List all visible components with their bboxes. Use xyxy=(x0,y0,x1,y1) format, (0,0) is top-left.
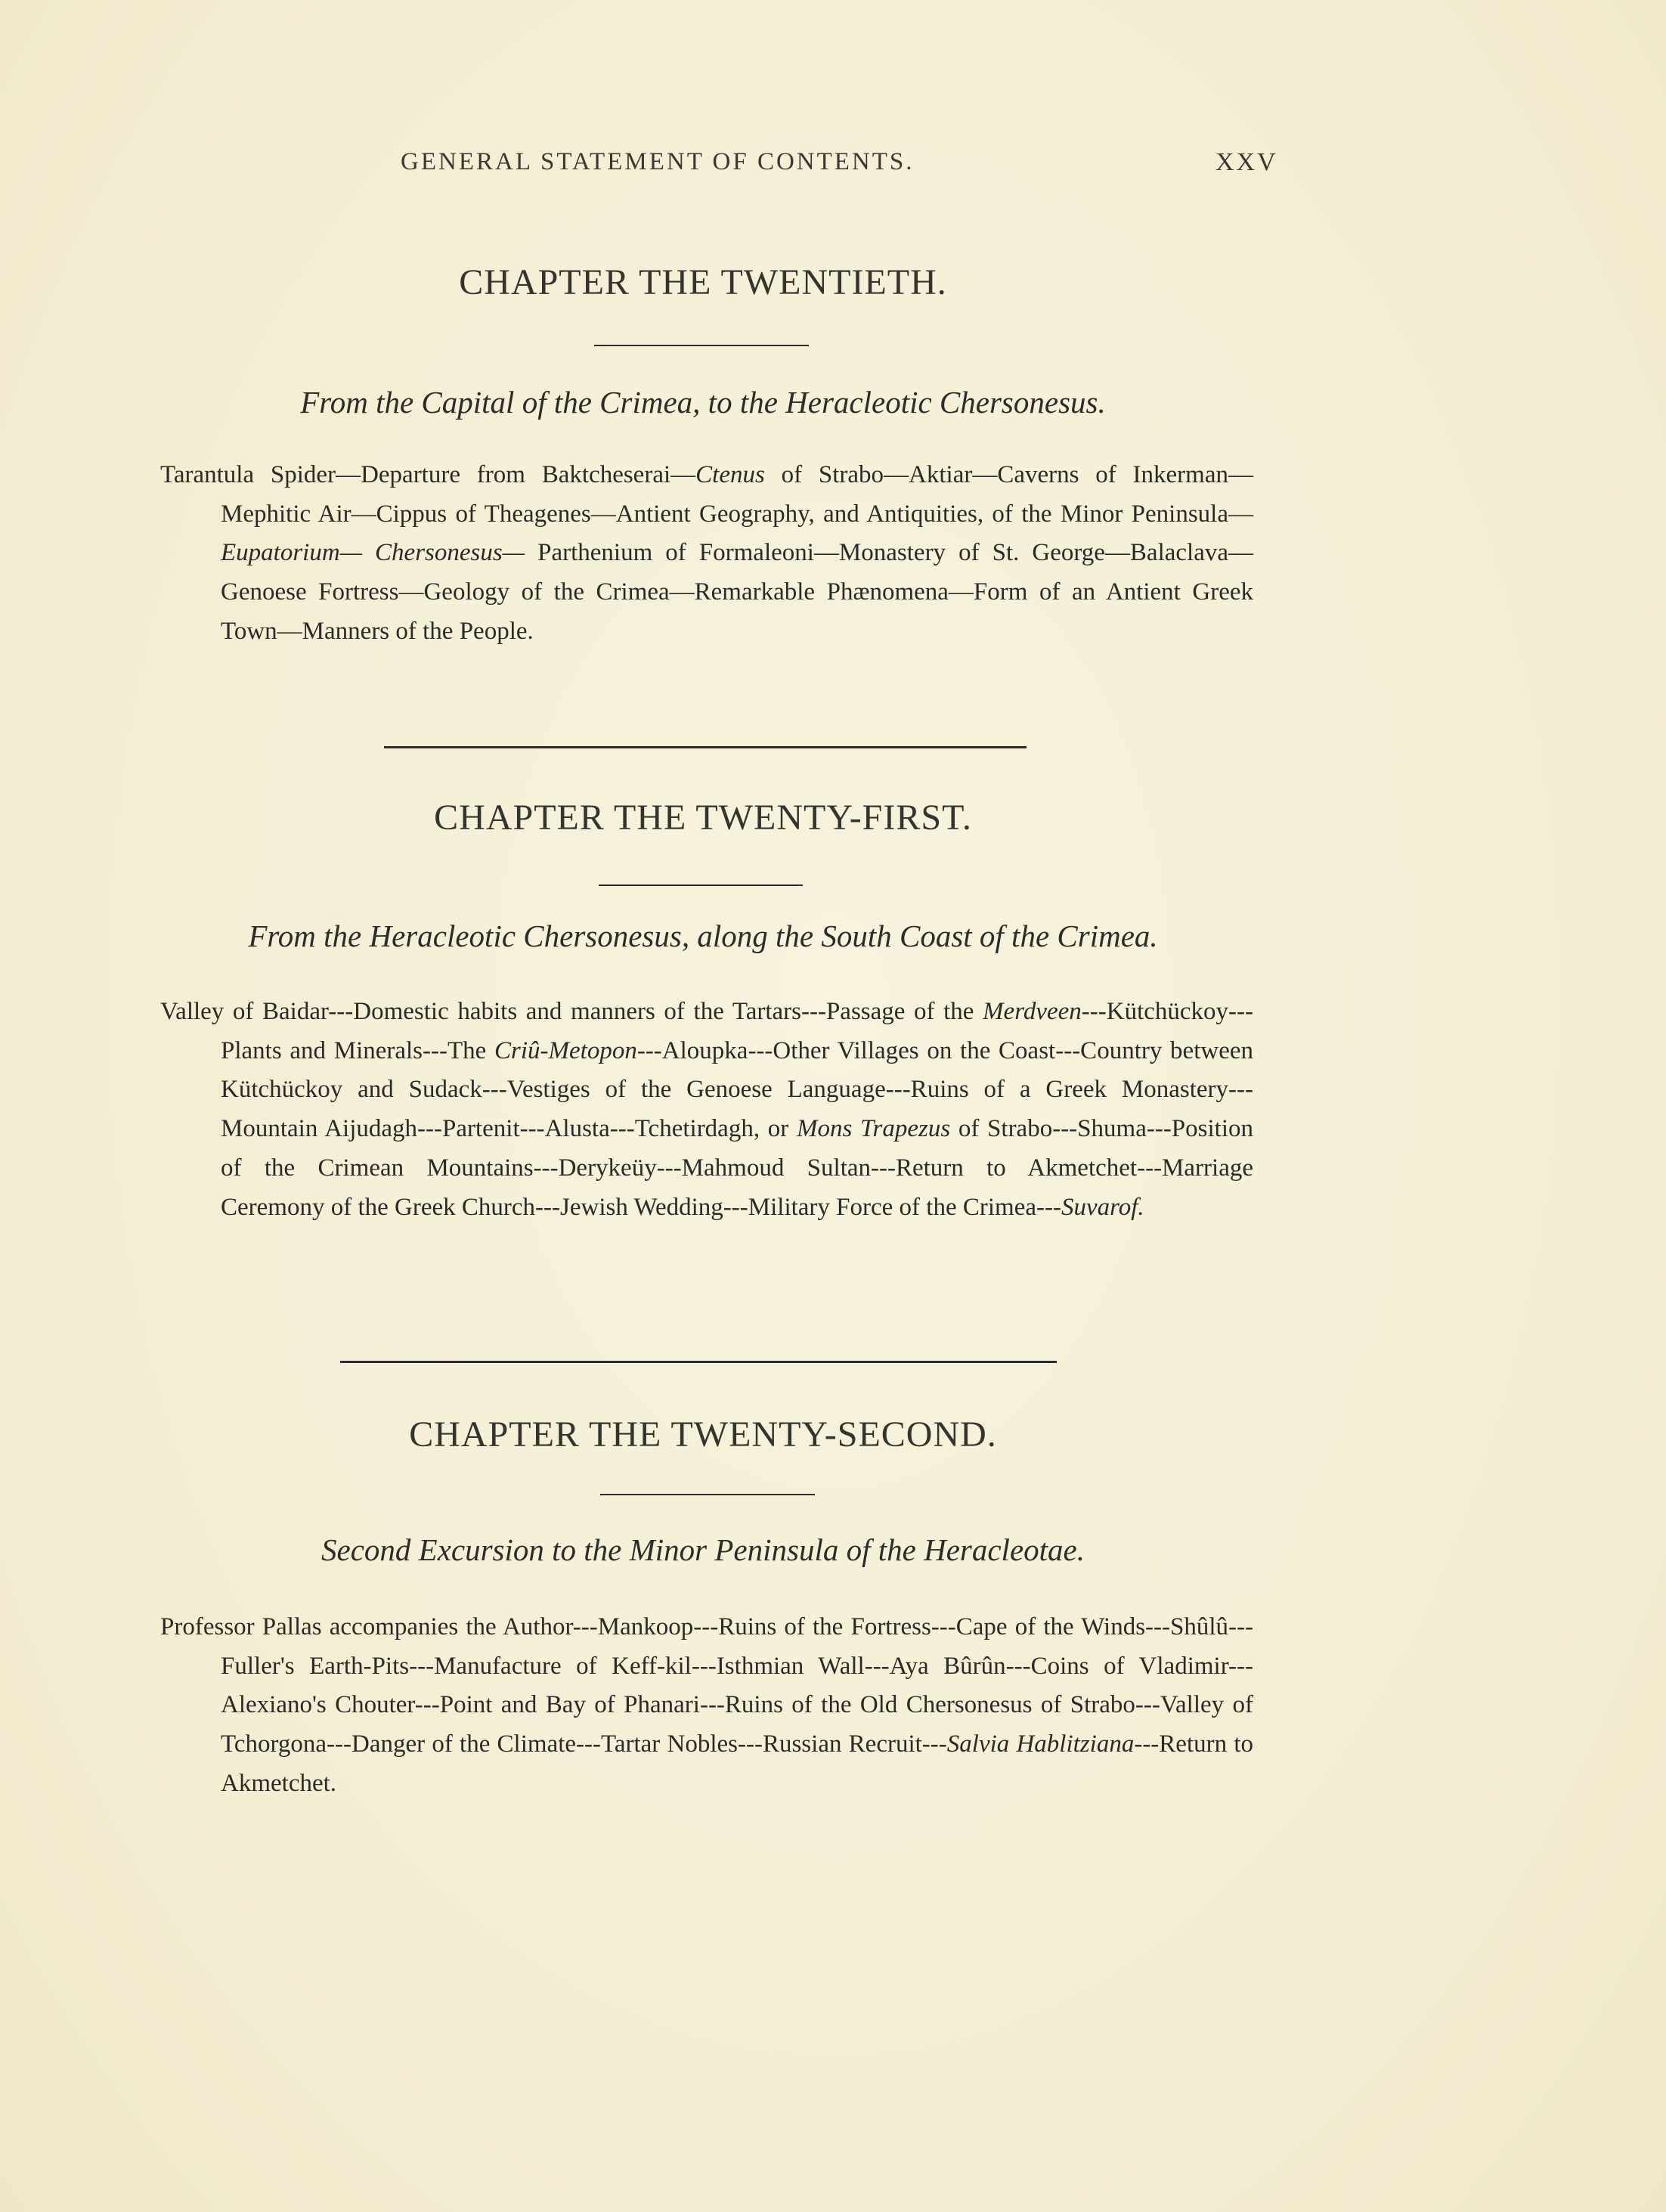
summary-text-run: Merdveen xyxy=(983,998,1082,1025)
page-number: XXV xyxy=(1215,148,1278,176)
running-title: GENERAL STATEMENT OF CONTENTS. xyxy=(401,148,915,175)
chapter-title-20: CHAPTER THE TWENTIETH. xyxy=(459,262,947,302)
chapter-summary-22 xyxy=(160,1608,1253,1804)
chapter-summary-21 xyxy=(160,993,1253,1227)
summary-text-run: Valley of Baidar---Domestic habits and manners of the Tartars---Passage of the xyxy=(160,998,983,1025)
summary-text-run: Chersonesus— xyxy=(375,539,525,567)
summary-text-run: ---Return to Akmetchet. xyxy=(221,1730,1253,1797)
chapter-subtitle-21: From the Heracleotic Chersonesus, along the South Coast of the Crimea. xyxy=(248,919,1158,953)
summary-text-run: Ctenus xyxy=(695,461,765,488)
chapter-rule-20 xyxy=(594,345,809,346)
chapter-title-21: CHAPTER THE TWENTY-FIRST. xyxy=(434,798,972,838)
summary-text-run: Parthenium of Formaleoni—Monastery of St. George—Balaclava—Genoese Fortress—Geology of the Crimea—Remarkable Phænomena—Form of an Antient Greek Town—Manners of the People. xyxy=(221,539,1253,645)
summary-text-run: Tarantula Spider—Departure from Baktcheserai— xyxy=(160,461,696,488)
summary-text-run: ---Aloupka---Other Villages on the Coast---Country between Kütchückoy and Sudack---Vestiges of the Genoese Language---Ruins of a Greek Monastery---Mountain Aijudagh---Partenit---Alusta---Tchetirdagh, or xyxy=(221,1036,1253,1143)
summary-text-run: of Strabo---Shuma---Position of the Crimean Mountains---Derykeüy---Mahmoud Sultan---Return to Akmetchet---Marriage Ceremony of the Greek Church---Jewish Wedding---Military Force of the Crimea--- xyxy=(221,1115,1254,1221)
chapter-title-22: CHAPTER THE TWENTY-SECOND. xyxy=(409,1414,997,1455)
summary-text-run: of Strabo—Aktiar—Caverns of Inkerman—Mephitic Air—Cippus of Theagenes—Antient Geography, and Antiquities, of the Minor Peninsula— xyxy=(221,461,1253,528)
chapter-rule-21 xyxy=(599,884,803,886)
chapter-subtitle-22: Second Excursion to the Minor Peninsula of the Heracleotae. xyxy=(321,1532,1085,1567)
chapter-subtitle-20: From the Capital of the Crimea, to the Heracleotic Chersonesus. xyxy=(300,385,1106,420)
chapter-summary-20 xyxy=(160,456,1253,652)
summary-text-run: Suvarof. xyxy=(1061,1193,1144,1221)
summary-text-run xyxy=(362,539,375,566)
summary-text-run: ---Kütchückoy---Plants and Minerals---The xyxy=(221,998,1253,1064)
summary-text-run: Criû-Metopon xyxy=(494,1036,637,1064)
chapter-rule-22 xyxy=(600,1494,815,1495)
section-divider-2 xyxy=(340,1361,1057,1363)
summary-text-run: Professor Pallas accompanies the Author---Mankoop---Ruins of the Fortress---Cape of the Winds---Shûlû---Fuller's Earth-Pits---Manufacture of Keff-kil---Isthmian Wall---Aya Bûrûn---Coins of Vladimir---Alexiano's Chouter---Point and Bay of Phanari---Ruins of the Old Chersonesus of Strabo---Valley of Tchorgona---Danger of the Climate---Tartar Nobles---Russian Recruit--- xyxy=(160,1613,1253,1758)
section-divider-1 xyxy=(384,746,1027,748)
summary-text-run: Salvia Hablitziana xyxy=(946,1730,1135,1758)
summary-text-run: Mons Trapezus xyxy=(796,1115,951,1143)
summary-text-run: Eupatorium— xyxy=(221,539,363,567)
